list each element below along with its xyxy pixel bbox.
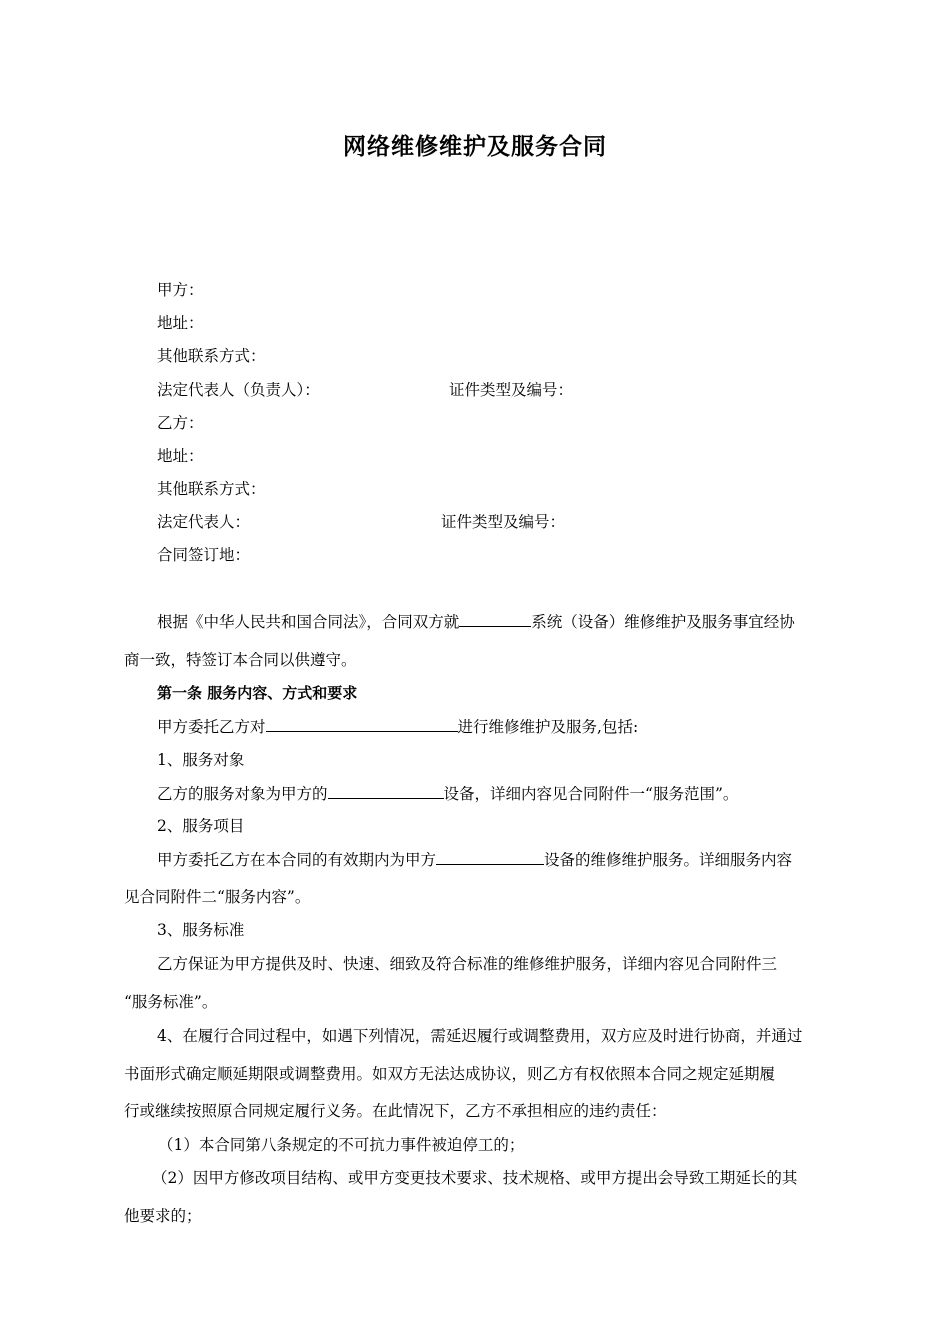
intro-text-1: 根据《中华人民共和国合同法》，合同双方就: [157, 613, 460, 631]
item-2-text-1: 甲方委托乙方在本合同的有效期内为甲方: [157, 851, 437, 869]
item-3-title: 3、服务标准: [157, 921, 245, 939]
party-a-id-type: 证件类型及编号：: [449, 381, 574, 399]
service-object-blank[interactable]: [328, 783, 444, 799]
item-2-text-2: 设备的维修维护服务。详细服务内容: [544, 851, 793, 869]
entrust-text-1: 甲方委托乙方对: [157, 718, 266, 736]
article-1-title: 第一条 服务内容、方式和要求: [157, 684, 358, 702]
party-b-label: 乙方：: [157, 414, 204, 432]
item-3-text-line-2: “服务标准”。: [124, 993, 218, 1011]
item-1-text-2: 设备，详细内容见合同附件一“服务范围”。: [443, 785, 739, 803]
item-4-text-line-3: 行或继续按照原合同规定履行义务。在此情况下，乙方不承担相应的违约责任：: [124, 1102, 667, 1120]
clause-2-line-1: （2）因甲方修改项目结构、或甲方变更技术要求、技术规格、或甲方提出会导致工期延长的其: [152, 1169, 798, 1187]
entrust-line: [157, 716, 638, 737]
item-1-text: [157, 783, 738, 804]
item-1-title: 1、服务对象: [157, 751, 245, 769]
intro-line-1: [157, 611, 795, 632]
item-4-text-line-2: 书面形式确定顺延期限或调整费用。如双方无法达成协议，则乙方有权依照本合同之规定延期履: [124, 1065, 776, 1083]
item-4-text-line-1: 4、在履行合同过程中，如遇下列情况，需延迟履行或调整费用，双方应及时进行协商，并通过: [157, 1027, 803, 1045]
party-a-address: 地址：: [157, 314, 204, 332]
clause-2-line-2: 他要求的；: [124, 1207, 202, 1225]
maintenance-target-blank[interactable]: [266, 716, 458, 732]
item-1-text-1: 乙方的服务对象为甲方的: [157, 785, 328, 803]
item-2-text-line-1: [157, 849, 792, 870]
service-equipment-blank[interactable]: [436, 849, 544, 865]
item-3-text-line-1: 乙方保证为甲方提供及时、快速、细致及符合标准的维修维护服务，详细内容见合同附件三: [157, 955, 778, 973]
entrust-text-2: 进行维修维护及服务,包括:: [457, 718, 639, 736]
party-a-representative: 法定代表人（负责人）：: [157, 381, 320, 399]
clause-1: （1）本合同第八条规定的不可抗力事件被迫停工的；: [158, 1136, 525, 1154]
sign-place: 合同签订地：: [157, 546, 251, 564]
party-b-id-type: 证件类型及编号：: [441, 513, 566, 531]
item-2-text-line-2: 见合同附件二“服务内容”。: [124, 888, 311, 906]
item-2-title: 2、服务项目: [157, 817, 245, 835]
party-b-representative: 法定代表人：: [157, 513, 251, 531]
document-title: 网络维修维护及服务合同: [343, 134, 607, 160]
party-a-contact: 其他联系方式：: [157, 347, 266, 365]
party-b-contact: 其他联系方式：: [157, 480, 266, 498]
party-b-address: 地址：: [157, 447, 204, 465]
intro-text-2: 系统（设备）维修维护及服务事宜经协: [531, 613, 795, 631]
intro-line-2: 商一致，特签订本合同以供遵守。: [124, 651, 357, 669]
system-name-blank[interactable]: [459, 611, 531, 627]
party-a-label: 甲方：: [157, 281, 204, 299]
